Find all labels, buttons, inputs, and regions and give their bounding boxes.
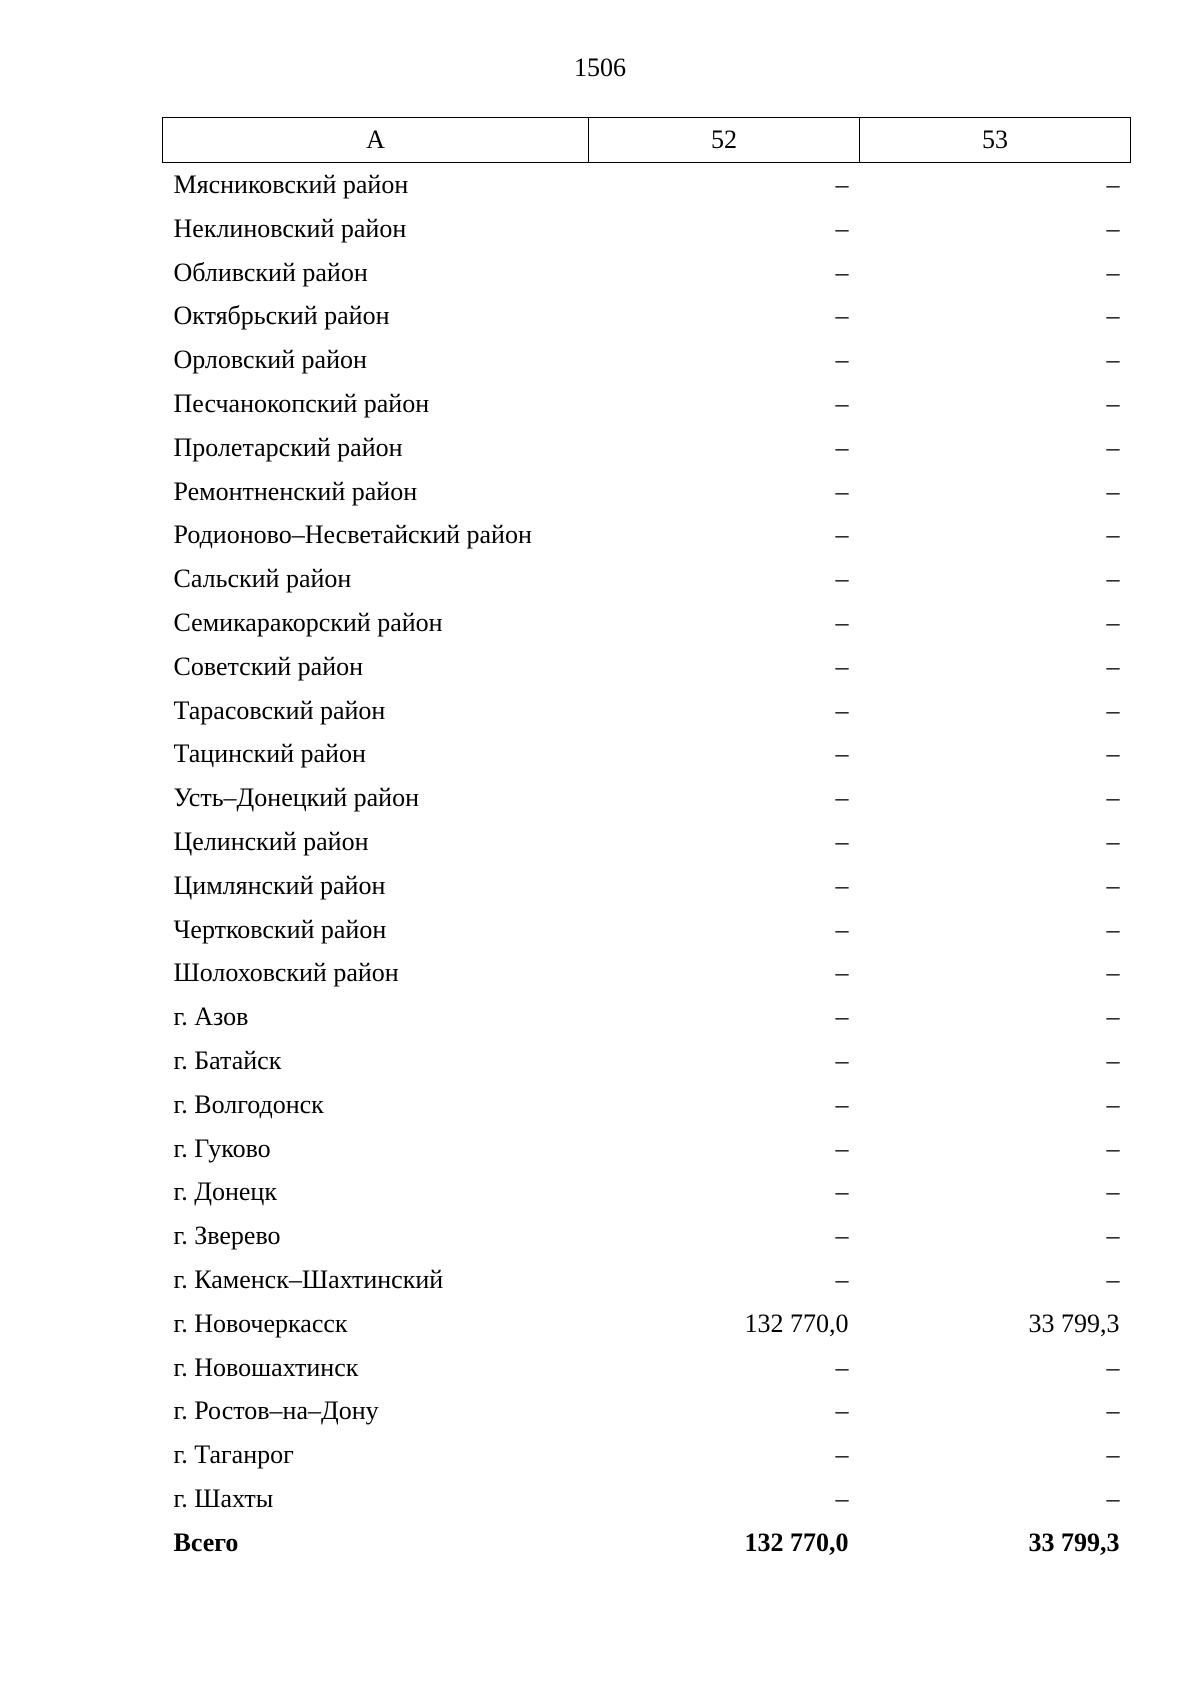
row-value-53-cell: – [1106, 1352, 1120, 1382]
table-row [163, 1127, 1131, 1171]
row-name-cell: г. Новочеркасск [173, 1308, 348, 1338]
table-row [163, 382, 1131, 426]
row-value-53-cell: – [1106, 564, 1120, 594]
row-name-cell: г. Таганрог [173, 1440, 294, 1470]
row-value-52-cell: – [835, 958, 849, 988]
table-row [163, 426, 1131, 470]
row-value-53-cell: – [1106, 213, 1120, 243]
row-value-52-cell: – [835, 826, 849, 856]
row-value-52-cell: – [835, 739, 849, 769]
row-name-cell: Орловский район [173, 345, 367, 375]
row-value-52-cell: – [835, 1133, 849, 1163]
row-value-53-cell: – [1106, 1440, 1120, 1470]
table-row [163, 1170, 1131, 1214]
row-name-cell: Семикаракорский район [173, 607, 443, 637]
row-value-52-cell: – [835, 1483, 849, 1513]
row-name-cell: Советский район [173, 651, 364, 681]
header-cell-a: А [163, 118, 589, 163]
row-value-53-cell: – [1106, 914, 1120, 944]
row-value-52-cell: – [835, 301, 849, 331]
row-value-53-cell: – [1106, 301, 1120, 331]
row-name-cell: г. Шахты [173, 1483, 274, 1513]
header-cell-52: 52 [589, 118, 860, 163]
row-name-cell: г. Зверево [173, 1221, 281, 1251]
row-value-52-cell: – [835, 388, 849, 418]
row-value-53-cell: – [1106, 958, 1120, 988]
row-value-52-cell: – [835, 1440, 849, 1470]
row-name-cell: Цимлянский район [173, 870, 386, 900]
table-row [163, 1477, 1131, 1521]
data-table [162, 117, 1131, 1565]
row-name-cell: Октябрьский район [173, 301, 390, 331]
row-name-cell: Пролетарский район [173, 432, 403, 462]
row-value-52-cell: – [835, 651, 849, 681]
row-name-cell: Шолоховский район [173, 958, 399, 988]
row-value-53-cell: – [1106, 651, 1120, 681]
row-value-53-cell: – [1106, 870, 1120, 900]
row-name-cell: г. Гуково [173, 1133, 271, 1163]
row-name-cell: Мясниковский район [173, 170, 409, 199]
row-value-52-cell: – [835, 1221, 849, 1251]
row-value-52-cell: – [835, 213, 849, 243]
row-value-53-cell: – [1106, 520, 1120, 550]
row-value-52-cell: – [835, 870, 849, 900]
row-value-53-cell: – [1106, 1221, 1120, 1251]
row-value-53-cell: – [1106, 739, 1120, 769]
row-name-cell: Чертковский район [173, 914, 387, 944]
row-name-cell: Родионово–Несветайский район [173, 520, 532, 550]
row-value-52-cell: – [835, 564, 849, 594]
total-row [163, 1521, 1131, 1565]
row-name-cell: Сальский район [173, 564, 352, 594]
row-value-52-cell: – [835, 432, 849, 462]
row-value-52-cell: – [835, 170, 849, 199]
table-header [163, 118, 1131, 163]
row-value-53-cell: – [1106, 1133, 1120, 1163]
table-row [163, 601, 1131, 645]
table-body [163, 163, 1131, 1565]
row-value-53-cell: – [1106, 1483, 1120, 1513]
row-value-53-cell: – [1106, 257, 1120, 287]
row-name-cell: г. Новошахтинск [173, 1352, 359, 1382]
header-cell-53: 53 [860, 118, 1131, 163]
row-value-52-cell: – [835, 1264, 849, 1294]
row-name-cell: Неклиновский район [173, 213, 407, 243]
row-value-53-cell: 33 799,3 [1028, 1308, 1120, 1338]
row-name-cell: Целинский район [173, 826, 369, 856]
row-value-53-cell: – [1106, 1045, 1120, 1075]
row-name-cell: г. Батайск [173, 1045, 282, 1075]
row-name-cell: Усть–Донецкий район [173, 783, 419, 813]
table-row [163, 995, 1131, 1039]
row-name-cell: Ремонтненский район [173, 476, 418, 506]
row-value-53-cell: – [1106, 695, 1120, 725]
row-name-cell: Песчанокопский район [173, 388, 430, 418]
row-value-52-cell: – [835, 1089, 849, 1119]
table-row [163, 1302, 1131, 1346]
row-value-52-cell: – [835, 1177, 849, 1207]
table-row [163, 294, 1131, 338]
table-row [163, 951, 1131, 995]
row-value-52-cell: – [835, 1396, 849, 1426]
table-row [163, 1258, 1131, 1302]
table-row [163, 163, 1131, 207]
row-value-52-cell: – [835, 695, 849, 725]
table-row [163, 689, 1131, 733]
table-row [163, 1433, 1131, 1477]
table-row [163, 207, 1131, 251]
row-value-53-cell: – [1106, 345, 1120, 375]
row-value-53-cell: – [1106, 170, 1120, 199]
row-value-53-cell: – [1106, 432, 1120, 462]
row-value-53-cell: – [1106, 607, 1120, 637]
table-row [163, 1389, 1131, 1433]
row-value-52-cell: – [835, 520, 849, 550]
row-name-cell: г. Ростов–на–Дону [173, 1396, 379, 1426]
row-value-53-cell: – [1106, 783, 1120, 813]
row-value-53-cell: – [1106, 388, 1120, 418]
row-value-52-cell: – [835, 607, 849, 637]
table-row [163, 513, 1131, 557]
row-value-52-cell: – [835, 914, 849, 944]
row-name-cell: г. Азов [173, 1002, 249, 1032]
table-row [163, 732, 1131, 776]
row-value-52-cell: – [835, 1045, 849, 1075]
page-number: 1506 [574, 53, 626, 82]
table-row [163, 470, 1131, 514]
total-value-52-cell: 132 770,0 [744, 1527, 849, 1557]
row-name-cell: г. Каменск–Шахтинский [173, 1264, 444, 1294]
row-name-cell: Тарасовский район [173, 695, 386, 725]
row-value-52-cell: – [835, 257, 849, 287]
row-value-53-cell: – [1106, 1089, 1120, 1119]
row-name-cell: Тацинский район [173, 739, 366, 769]
row-value-52-cell: – [835, 1352, 849, 1382]
row-value-52-cell: – [835, 476, 849, 506]
row-value-53-cell: – [1106, 1177, 1120, 1207]
table-row [163, 338, 1131, 382]
table-row [163, 1083, 1131, 1127]
row-name-cell: г. Донецк [173, 1177, 277, 1207]
header-row [163, 118, 1131, 163]
row-value-52-cell: – [835, 1002, 849, 1032]
table-row [163, 1039, 1131, 1083]
row-value-53-cell: – [1106, 476, 1120, 506]
table-row [163, 645, 1131, 689]
row-value-52-cell: – [835, 345, 849, 375]
table-row [163, 557, 1131, 601]
row-value-53-cell: – [1106, 1264, 1120, 1294]
table-row [163, 1346, 1131, 1390]
row-name-cell: Обливский район [173, 257, 368, 287]
table-row [163, 251, 1131, 295]
row-name-cell: г. Волгодонск [173, 1089, 324, 1119]
table-row [163, 864, 1131, 908]
table-row [163, 1214, 1131, 1258]
row-value-52-cell: 132 770,0 [744, 1308, 849, 1338]
row-value-53-cell: – [1106, 1396, 1120, 1426]
total-name-cell: Всего [173, 1527, 239, 1557]
row-value-53-cell: – [1106, 826, 1120, 856]
table-row [163, 776, 1131, 820]
row-value-53-cell: – [1106, 1002, 1120, 1032]
table-row [163, 820, 1131, 864]
row-value-52-cell: – [835, 783, 849, 813]
total-value-53-cell: 33 799,3 [1028, 1527, 1120, 1557]
table-row [163, 908, 1131, 952]
